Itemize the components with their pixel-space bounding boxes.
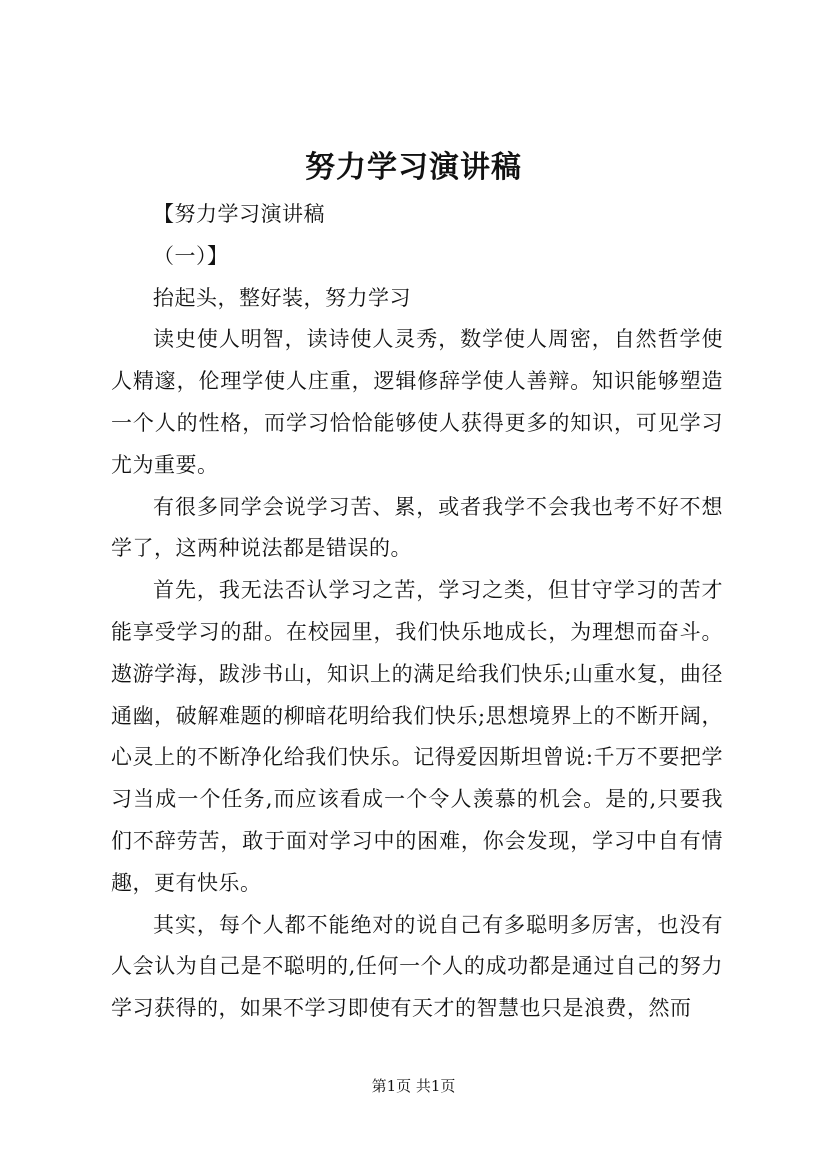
paragraph: 首先，我无法否认学习之苦，学习之类，但甘守学习的苦才能享受学习的甜。在校园里，我们快乐地成长，为理想而奋斗。遨游学海，跋涉书山，知识上的满足给我们快乐;山重水复，曲径通幽，破解难题的柳暗花明给我们快乐;思想境界上的不断开阔，心灵上的不断净化给我们快乐。记得爱因斯坦曾说:千万不要把学习当成一个任务,而应该看成一个令人羡慕的机会。是的,只要我们不辞劳苦，敢于面对学习中的困难，你会发现，学习中自有情趣，更有快乐。 bbox=[111, 578, 723, 895]
heading-line-1: 【努力学习演讲稿 bbox=[153, 202, 325, 226]
speech-subtitle: 抬起头，整好装，努力学习 bbox=[153, 285, 411, 310]
paragraph: 有很多同学会说学习苦、累，或者我学不会我也考不好不想学了，这两种说法都是错误的。 bbox=[111, 494, 723, 561]
paragraph: 读史使人明智，读诗使人灵秀，数学使人周密，自然哲学使人精邃，伦理学使人庄重，逻辑修辞学使人善辩。知识能够塑造一个人的性格，而学习恰恰能够使人获得更多的知识，可见学习尤为重要。 bbox=[111, 327, 723, 477]
page-number-footer: 第1页 共1页 bbox=[371, 1077, 456, 1095]
document-title: 努力学习演讲稿 bbox=[305, 150, 522, 185]
heading-line-2: （一）】 bbox=[153, 243, 229, 268]
paragraph: 其实，每个人都不能绝对的说自己有多聪明多厉害，也没有人会认为自己是不聪明的,任何一个人的成功都是通过自己的努力学习获得的，如果不学习即使有天才的智慧也只是浪费，然而 bbox=[111, 912, 723, 1021]
document-body bbox=[111, 194, 723, 1030]
